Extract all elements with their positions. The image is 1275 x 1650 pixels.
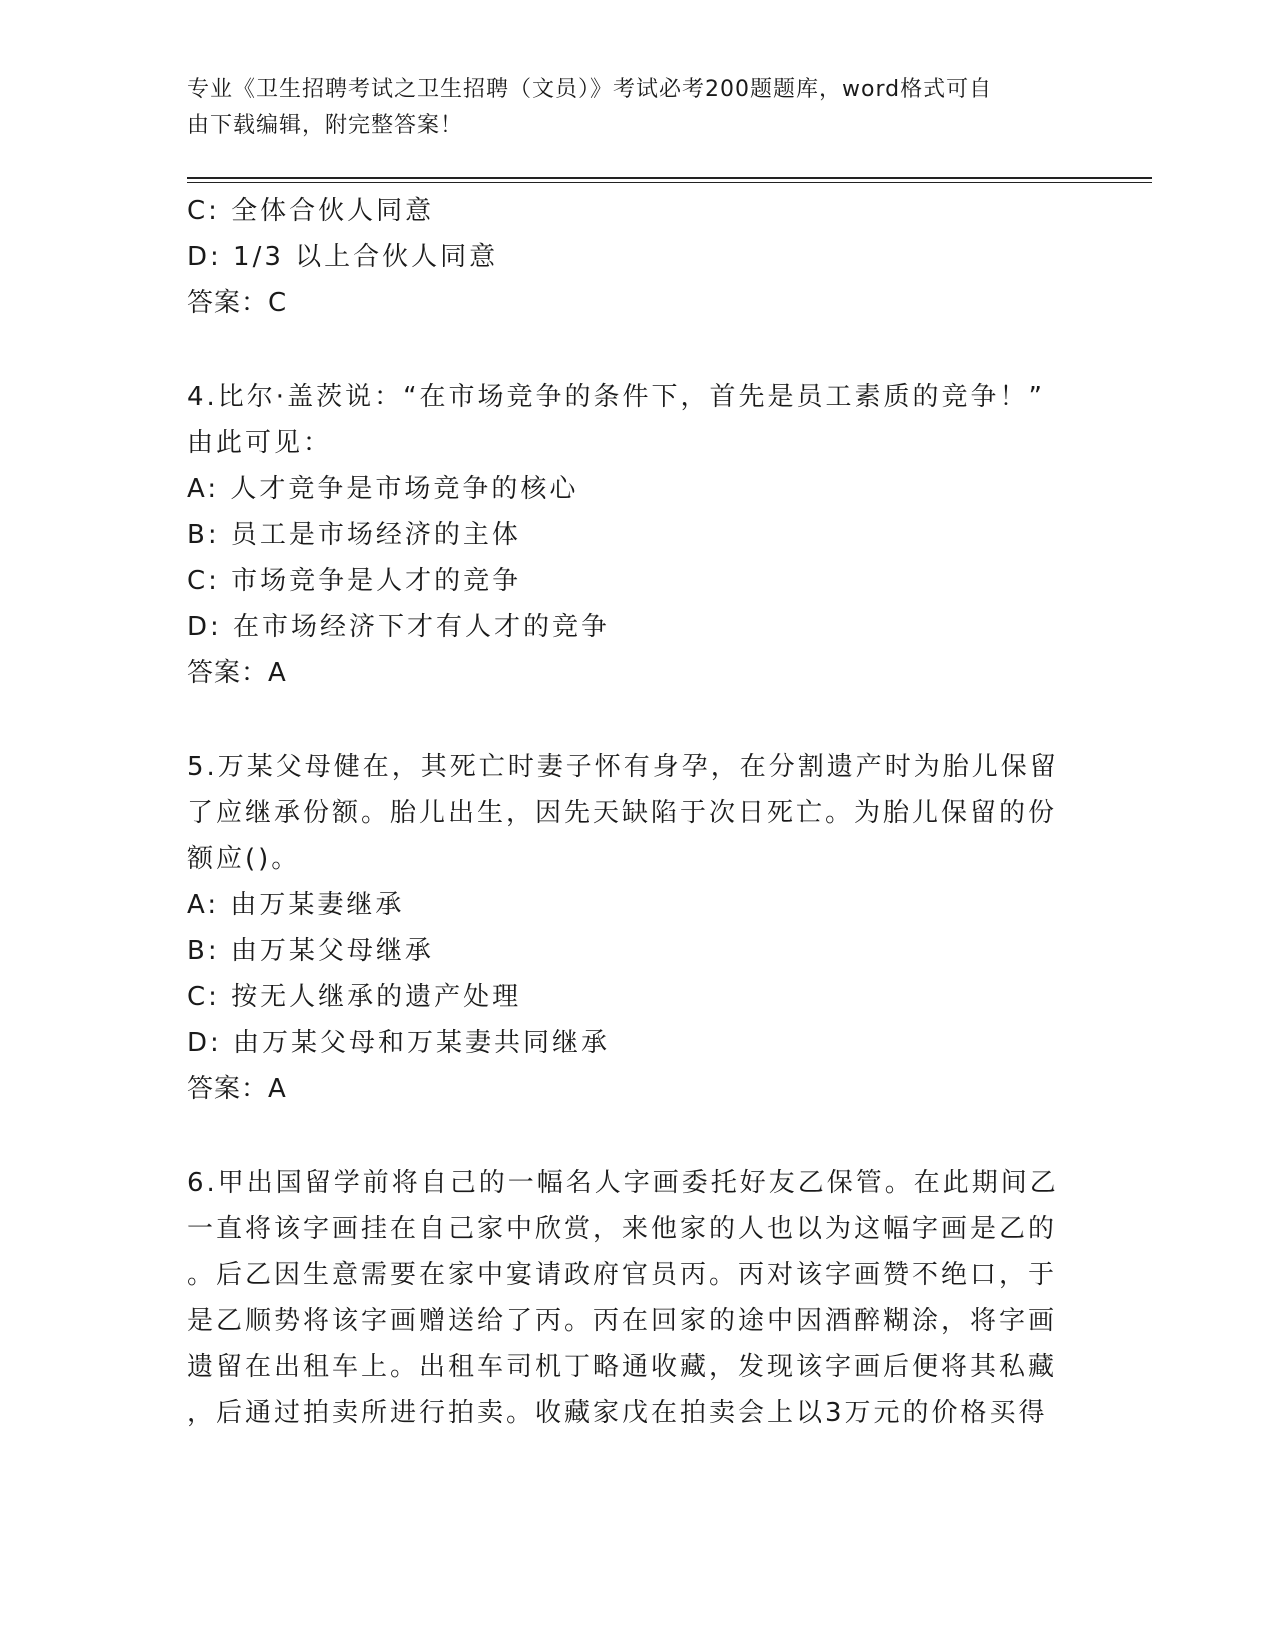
header-rule-thin	[187, 182, 1152, 183]
question-5	[187, 744, 1067, 1112]
document-header	[187, 72, 1067, 144]
q5-answer: 答案：A	[187, 1074, 287, 1104]
q4-option-c: C: 市场竞争是人才的竞争	[187, 566, 522, 596]
q6-stem-line-5: 遗留在出租车上。出租车司机丁略通收藏，发现该字画后便将其私藏	[187, 1352, 1058, 1382]
q4-stem-line-1: 4.比尔·盖茨说：“在市场竞争的条件下，首先是员工素质的竞争！”	[187, 382, 1046, 412]
header-rule-thick	[187, 177, 1152, 179]
q5-stem-line-2: 了应继承份额。胎儿出生，因先天缺陷于次日死亡。为胎儿保留的份	[187, 798, 1058, 828]
q4-option-b: B: 员工是市场经济的主体	[187, 520, 521, 550]
q5-stem-line-3: 额应()。	[187, 844, 301, 874]
question-3	[187, 188, 1067, 326]
q4-option-d: D: 在市场经济下才有人才的竞争	[187, 612, 611, 642]
question-6	[187, 1160, 1067, 1436]
q6-stem-line-4: 是乙顺势将该字画赠送给了丙。丙在回家的途中因酒醉糊涂，将字画	[187, 1306, 1058, 1336]
q3-answer: 答案：C	[187, 288, 288, 318]
q3-option-d: D: 1/3 以上合伙人同意	[187, 242, 499, 272]
spacer	[187, 696, 1067, 744]
q6-stem-line-2: 一直将该字画挂在自己家中欣赏，来他家的人也以为这幅字画是乙的	[187, 1214, 1058, 1244]
q4-stem-line-2: 由此可见：	[187, 428, 333, 458]
q5-option-b: B: 由万某父母继承	[187, 936, 434, 966]
q3-option-c: C: 全体合伙人同意	[187, 196, 435, 226]
q4-answer: 答案：A	[187, 658, 287, 688]
document-body	[187, 188, 1067, 1436]
spacer	[187, 1112, 1067, 1160]
header-line-1: 专业《卫生招聘考试之卫生招聘（文员）》考试必考200题题库，word格式可自	[187, 77, 993, 102]
q5-stem-line-1: 5.万某父母健在，其死亡时妻子怀有身孕，在分割遗产时为胎儿保留	[187, 752, 1059, 782]
spacer	[187, 326, 1067, 374]
q6-stem-line-1: 6.甲出国留学前将自己的一幅名人字画委托好友乙保管。在此期间乙	[187, 1168, 1059, 1198]
q6-stem-line-6: ，后通过拍卖所进行拍卖。收藏家戊在拍卖会上以3万元的价格买得	[187, 1398, 1048, 1428]
q5-option-a: A: 由万某妻继承	[187, 890, 405, 920]
q4-option-a: A: 人才竞争是市场竞争的核心	[187, 474, 579, 504]
question-4	[187, 374, 1067, 696]
q5-option-d: D: 由万某父母和万某妻共同继承	[187, 1028, 611, 1058]
q6-stem-line-3: 。后乙因生意需要在家中宴请政府官员丙。丙对该字画赞不绝口，于	[187, 1260, 1058, 1290]
header-line-2: 由下载编辑，附完整答案！	[187, 113, 464, 138]
q5-option-c: C: 按无人继承的遗产处理	[187, 982, 522, 1012]
